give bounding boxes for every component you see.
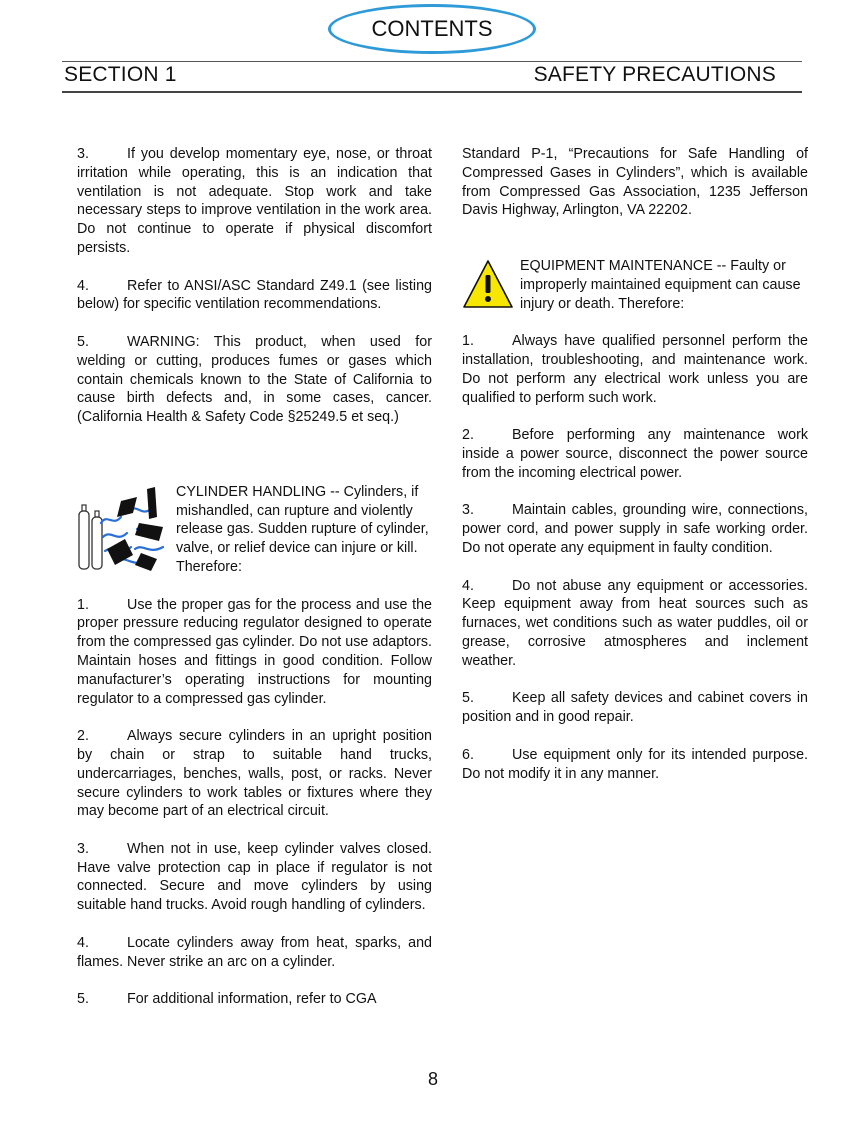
list-item: 4. Do not abuse any equipment or accessories. Keep equipment away from heat sources such as furnaces, wet conditions such as water puddles, oil or grease, corrosive atmospheres and inclement weather. bbox=[462, 577, 808, 669]
warning-triangle-icon bbox=[462, 259, 514, 311]
right-column bbox=[462, 145, 808, 802]
section-label: SECTION 1 bbox=[64, 63, 177, 86]
list-item: 2. Before performing any maintenance work inside a power source, disconnect the power source from the incoming electrical power. bbox=[462, 427, 808, 481]
cga-continuation: Standard P-1, “Precautions for Safe Handling of Compressed Gases in Cylinders”, which is available from Compressed Gas Association, 1235 Jefferson Davis Highway, Arlington, VA 22202. bbox=[462, 146, 808, 219]
page-number: 8 bbox=[427, 1069, 438, 1089]
list-item: 3. Maintain cables, grounding wire, connections, power cord, and power supply in safe working order. Do not operate any equipment in faulty condition. bbox=[462, 502, 808, 556]
list-item: 5. Keep all safety devices and cabinet covers in position and in good repair. bbox=[462, 690, 808, 726]
list-item: 4. Refer to ANSI/ASC Standard Z49.1 (see listing below) for specific ventilation recommendations. bbox=[77, 277, 432, 313]
list-item: 3. If you develop momentary eye, nose, or throat irritation while operating, this is an indication that ventilation is not adequate. Stop work and take necessary steps to improve ventilation in the work area. Do not continue to operate if physical discomfort persists. bbox=[77, 146, 432, 256]
list-item: 2. Always secure cylinders in an upright position by chain or strap to suitable hand trucks, undercarriages, benches, walls, post, or racks. Never secure cylinders to work tables or fixtures where they may become part of an electrical circuit. bbox=[77, 728, 432, 820]
list-item: 5. WARNING: This product, when used for welding or cutting, produces fumes or gases which contain chemicals known to the State of California to cause birth defects and, in some cases, cancer. (California Health & Safety Code §25249.5 et seq.) bbox=[77, 333, 432, 426]
cylinder-explosion-icon bbox=[77, 483, 173, 575]
cylinder-handling-text: CYLINDER HANDLING -- Cylinders, if mishandled, can rupture and violently release gas. Sudden rupture of cylinder, valve, or relief device can injure or kill. Therefore: bbox=[176, 483, 429, 575]
contents-button[interactable]: CONTENTS bbox=[328, 4, 536, 54]
cylinder-handling-block bbox=[77, 483, 432, 577]
list-item: 3. When not in use, keep cylinder valves closed. Have valve protection cap in place if regulator is not connected. Secure and move cylinders by using suitable hand trucks. Avoid rough handling of cylinders. bbox=[77, 840, 432, 914]
header-divider-bottom bbox=[62, 91, 802, 93]
left-column bbox=[77, 145, 432, 1028]
list-item: 1. Always have qualified personnel perform the installation, troubleshooting, and maintenance work. Do not perform any electrical work unless you are qualified to perform such work. bbox=[462, 333, 808, 406]
list-item: 5. For additional information, refer to CGA bbox=[77, 991, 377, 1008]
equipment-maintenance-text: EQUIPMENT MAINTENANCE -- Faulty or improperly maintained equipment can cause injury or death. Therefore: bbox=[520, 257, 801, 312]
header-divider-top bbox=[62, 61, 802, 62]
list-item: 4. Locate cylinders away from heat, sparks, and flames. Never strike an arc on a cylinder. bbox=[77, 934, 432, 970]
list-item: 6. Use equipment only for its intended purpose. Do not modify it in any manner. bbox=[462, 746, 808, 782]
list-item: 1. Use the proper gas for the process and use the proper pressure reducing regulator designed to operate from the compressed gas cylinder. Do not use adaptors. Maintain hoses and fittings in good condition. Follow manufacturer’s operating instructions for mounting regulator to a compressed gas cylinder. bbox=[77, 596, 432, 707]
section-title: SAFETY PRECAUTIONS bbox=[533, 63, 776, 86]
equipment-maintenance-block bbox=[462, 257, 808, 313]
